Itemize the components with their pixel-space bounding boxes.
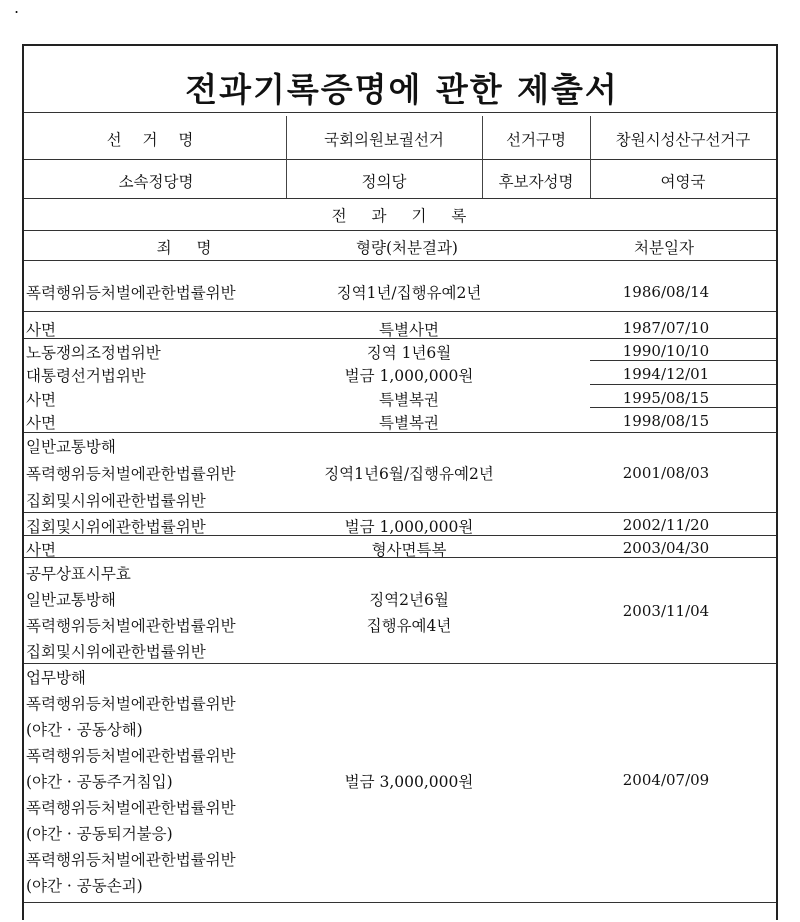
sentence: 특별사면 (379, 321, 439, 339)
sentence: 특별복권 (379, 414, 439, 432)
divider (24, 535, 776, 536)
disposition-date: 1990/10/10 (622, 342, 710, 360)
crime-name: 폭력행위등처벌에관한법률위반 (26, 617, 236, 635)
divider (24, 159, 776, 160)
document-title: 전과기록증명에 관한 제출서 (185, 70, 619, 109)
crime-name: 노동쟁의조정법위반 (26, 344, 161, 362)
disposition-date: 1995/08/15 (622, 389, 710, 407)
divider (590, 360, 776, 361)
document-sheet (22, 44, 778, 920)
party-value: 정의당 (361, 173, 407, 191)
candidate-label: 후보자성명 (498, 173, 574, 191)
page-mark: . (14, 0, 20, 17)
record-section-title: 전 과 기 록 (331, 207, 477, 225)
sentence: 형사면특복 (371, 541, 447, 559)
divider (24, 260, 776, 261)
divider (24, 112, 776, 113)
divider (24, 311, 776, 312)
column-header-date: 처분일자 (634, 239, 694, 257)
sentence: 징역2년6월 (369, 591, 449, 609)
crime-name: 폭력행위등처벌에관한법률위반 (26, 695, 236, 713)
crime-name: (야간 · 공동주거침입) (26, 773, 173, 791)
disposition-date: 2003/04/30 (622, 539, 710, 557)
crime-name: 일반교통방해 (26, 438, 116, 456)
disposition-date: 2003/11/04 (622, 602, 710, 620)
divider (590, 116, 591, 198)
sentence: 벌금 1,000,000원 (344, 518, 474, 536)
crime-name: 사면 (26, 321, 56, 339)
disposition-date: 2004/07/09 (622, 771, 710, 789)
party-label: 소속정당명 (118, 173, 194, 191)
divider (24, 198, 776, 199)
candidate-value: 여영국 (660, 173, 706, 191)
divider (24, 663, 776, 664)
crime-name: 업무방해 (26, 669, 86, 687)
sentence: 특별복권 (379, 391, 439, 409)
election-label: 선 거 명 (106, 131, 202, 149)
disposition-date: 1987/07/10 (622, 319, 710, 337)
sentence: 징역1년/집행유예2년 (336, 284, 482, 302)
disposition-date: 1986/08/14 (622, 283, 710, 301)
disposition-date: 1998/08/15 (622, 412, 710, 430)
sentence: 집행유예4년 (366, 617, 452, 635)
crime-name: 집회및시위에관한법률위반 (26, 518, 206, 536)
crime-name: 사면 (26, 391, 56, 409)
divider (24, 230, 776, 231)
crime-name: 폭력행위등처벌에관한법률위반 (26, 284, 236, 302)
crime-name: 사면 (26, 414, 56, 432)
crime-name: 집회및시위에관한법률위반 (26, 492, 206, 510)
disposition-date: 2001/08/03 (622, 464, 710, 482)
disposition-date: 2002/11/20 (622, 516, 710, 534)
crime-name: 대통령선거법위반 (26, 367, 146, 385)
crime-name: 폭력행위등처벌에관한법률위반 (26, 799, 236, 817)
district-label: 선거구명 (506, 131, 566, 149)
crime-name: 폭력행위등처벌에관한법률위반 (26, 465, 236, 483)
crime-name: 집회및시위에관한법률위반 (26, 643, 206, 661)
divider (24, 902, 776, 903)
crime-name: 폭력행위등처벌에관한법률위반 (26, 851, 236, 869)
column-header-sentence: 형량(처분결과) (356, 239, 458, 257)
sentence: 징역 1년6월 (366, 344, 452, 362)
sentence: 징역1년6월/집행유예2년 (324, 465, 494, 483)
divider (590, 407, 776, 408)
divider (24, 557, 776, 558)
divider (24, 338, 776, 339)
election-value: 국회의원보궐선거 (324, 131, 444, 149)
column-header-crime: 죄 명 (156, 239, 222, 257)
district-value: 창원시성산구선거구 (615, 131, 751, 149)
divider (24, 512, 776, 513)
divider (590, 384, 776, 385)
divider (24, 432, 776, 433)
crime-name: 사면 (26, 541, 56, 559)
divider (286, 116, 287, 198)
crime-name: 공무상표시무효 (26, 565, 131, 583)
crime-name: 일반교통방해 (26, 591, 116, 609)
crime-name: (야간 · 공동퇴거불응) (26, 825, 173, 843)
disposition-date: 1994/12/01 (622, 365, 710, 383)
divider (482, 116, 483, 198)
sentence: 벌금 1,000,000원 (344, 367, 474, 385)
sentence: 벌금 3,000,000원 (344, 773, 474, 791)
crime-name: (야간 · 공동상해) (26, 721, 143, 739)
crime-name: 폭력행위등처벌에관한법률위반 (26, 747, 236, 765)
crime-name: (야간 · 공동손괴) (26, 877, 143, 895)
